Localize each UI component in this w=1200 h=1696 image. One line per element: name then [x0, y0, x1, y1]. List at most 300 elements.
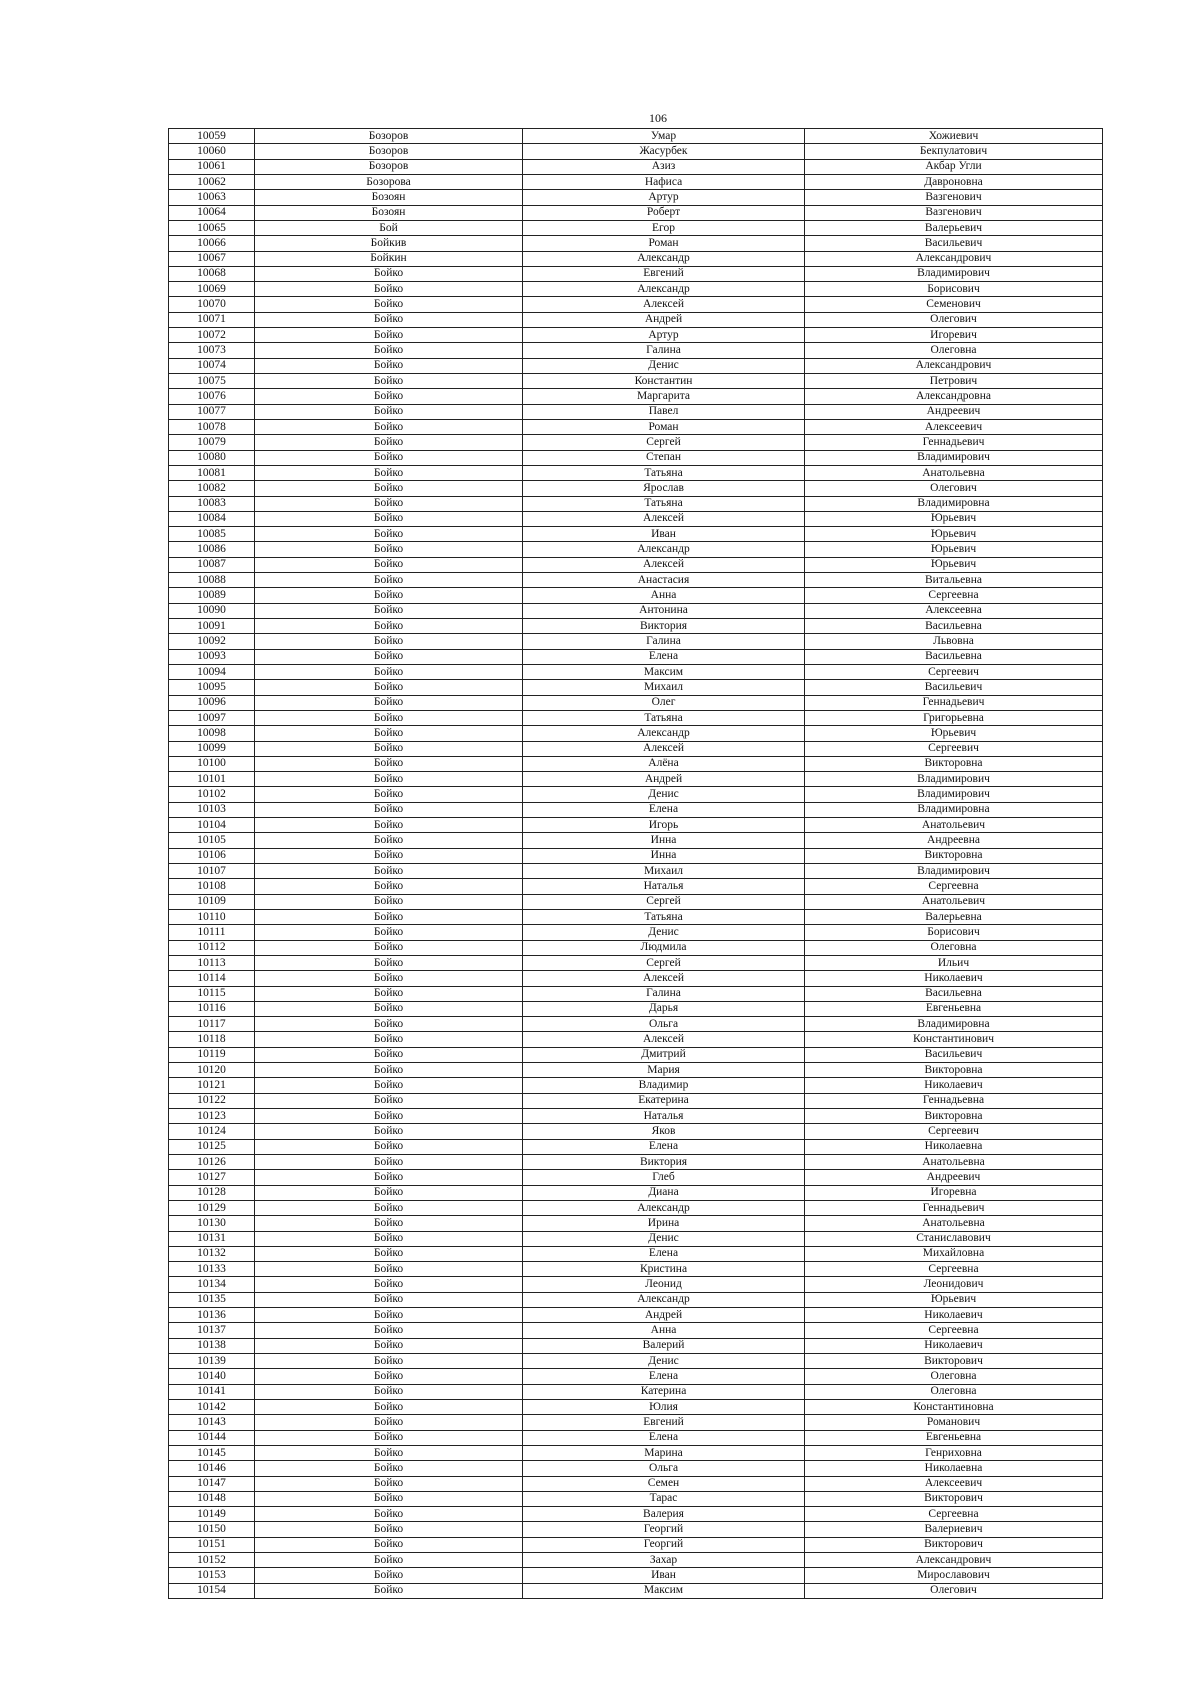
roster-table	[168, 128, 1103, 1599]
patronymic-cell: Игоревна	[805, 1185, 1103, 1200]
patronymic-cell: Юрьевич	[805, 542, 1103, 557]
patronymic-cell: Андреевич	[805, 404, 1103, 419]
first-name-cell: Михаил	[523, 680, 805, 695]
table-row	[169, 465, 1103, 480]
patronymic-cell: Константинович	[805, 1032, 1103, 1047]
last-name-cell: Бойко	[255, 450, 523, 465]
first-name-cell: Татьяна	[523, 496, 805, 511]
first-name-cell: Денис	[523, 787, 805, 802]
table-row	[169, 848, 1103, 863]
table-row	[169, 1415, 1103, 1430]
record-number-cell: 10115	[169, 986, 255, 1001]
last-name-cell: Бойко	[255, 1583, 523, 1598]
table-row	[169, 1461, 1103, 1476]
record-number-cell: 10070	[169, 297, 255, 312]
last-name-cell: Бойко	[255, 1216, 523, 1231]
patronymic-cell: Анатольевна	[805, 465, 1103, 480]
last-name-cell: Бойко	[255, 1323, 523, 1338]
patronymic-cell: Борисович	[805, 925, 1103, 940]
record-number-cell: 10069	[169, 282, 255, 297]
record-number-cell: 10120	[169, 1063, 255, 1078]
record-number-cell: 10144	[169, 1430, 255, 1445]
patronymic-cell: Викторович	[805, 1354, 1103, 1369]
patronymic-cell: Алексеевна	[805, 603, 1103, 618]
patronymic-cell: Викторовна	[805, 1109, 1103, 1124]
last-name-cell: Бойко	[255, 465, 523, 480]
last-name-cell: Бозоров	[255, 129, 523, 144]
last-name-cell: Бойко	[255, 925, 523, 940]
patronymic-cell: Николаевич	[805, 1308, 1103, 1323]
first-name-cell: Юлия	[523, 1399, 805, 1414]
patronymic-cell: Викторович	[805, 1491, 1103, 1506]
patronymic-cell: Валерьевич	[805, 220, 1103, 235]
record-number-cell: 10061	[169, 159, 255, 174]
table-row	[169, 1553, 1103, 1568]
first-name-cell: Александр	[523, 1292, 805, 1307]
patronymic-cell: Бекпулатович	[805, 144, 1103, 159]
table-row	[169, 1537, 1103, 1552]
patronymic-cell: Юрьевич	[805, 1292, 1103, 1307]
last-name-cell: Бойко	[255, 1032, 523, 1047]
record-number-cell: 10110	[169, 909, 255, 924]
table-row	[169, 894, 1103, 909]
last-name-cell: Бойко	[255, 588, 523, 603]
patronymic-cell: Васильевна	[805, 649, 1103, 664]
patronymic-cell: Петрович	[805, 374, 1103, 389]
table-row	[169, 1476, 1103, 1491]
first-name-cell: Георгий	[523, 1522, 805, 1537]
first-name-cell: Егор	[523, 220, 805, 235]
record-number-cell: 10130	[169, 1216, 255, 1231]
first-name-cell: Роберт	[523, 205, 805, 220]
record-number-cell: 10086	[169, 542, 255, 557]
table-row	[169, 649, 1103, 664]
first-name-cell: Елена	[523, 1246, 805, 1261]
table-row	[169, 634, 1103, 649]
record-number-cell: 10097	[169, 710, 255, 725]
last-name-cell: Бойко	[255, 894, 523, 909]
last-name-cell: Бойко	[255, 1445, 523, 1460]
last-name-cell: Бойко	[255, 527, 523, 542]
first-name-cell: Алексей	[523, 1032, 805, 1047]
record-number-cell: 10134	[169, 1277, 255, 1292]
record-number-cell: 10133	[169, 1262, 255, 1277]
patronymic-cell: Васильевич	[805, 236, 1103, 251]
record-number-cell: 10081	[169, 465, 255, 480]
first-name-cell: Анна	[523, 588, 805, 603]
record-number-cell: 10107	[169, 864, 255, 879]
last-name-cell: Бойко	[255, 312, 523, 327]
first-name-cell: Артур	[523, 328, 805, 343]
first-name-cell: Елена	[523, 802, 805, 817]
last-name-cell: Бойкив	[255, 236, 523, 251]
last-name-cell: Бойко	[255, 282, 523, 297]
last-name-cell: Бойко	[255, 909, 523, 924]
record-number-cell: 10140	[169, 1369, 255, 1384]
table-row	[169, 1170, 1103, 1185]
last-name-cell: Бойко	[255, 603, 523, 618]
last-name-cell: Бойко	[255, 1553, 523, 1568]
first-name-cell: Артур	[523, 190, 805, 205]
patronymic-cell: Васильевич	[805, 680, 1103, 695]
last-name-cell: Бойко	[255, 1170, 523, 1185]
last-name-cell: Бойко	[255, 1537, 523, 1552]
first-name-cell: Татьяна	[523, 909, 805, 924]
last-name-cell: Бойко	[255, 619, 523, 634]
first-name-cell: Галина	[523, 343, 805, 358]
last-name-cell: Бойко	[255, 496, 523, 511]
last-name-cell: Бозорова	[255, 174, 523, 189]
table-row	[169, 1308, 1103, 1323]
patronymic-cell: Михайловна	[805, 1246, 1103, 1261]
record-number-cell: 10071	[169, 312, 255, 327]
first-name-cell: Глеб	[523, 1170, 805, 1185]
record-number-cell: 10063	[169, 190, 255, 205]
first-name-cell: Игорь	[523, 818, 805, 833]
first-name-cell: Екатерина	[523, 1093, 805, 1108]
patronymic-cell: Николаевич	[805, 971, 1103, 986]
table-row	[169, 726, 1103, 741]
last-name-cell: Бойко	[255, 986, 523, 1001]
last-name-cell: Бойко	[255, 573, 523, 588]
first-name-cell: Иван	[523, 527, 805, 542]
first-name-cell: Валерий	[523, 1338, 805, 1353]
record-number-cell: 10109	[169, 894, 255, 909]
first-name-cell: Ольга	[523, 1017, 805, 1032]
table-row	[169, 940, 1103, 955]
first-name-cell: Наталья	[523, 1109, 805, 1124]
patronymic-cell: Семенович	[805, 297, 1103, 312]
patronymic-cell: Витальевна	[805, 573, 1103, 588]
first-name-cell: Галина	[523, 634, 805, 649]
record-number-cell: 10087	[169, 557, 255, 572]
table-row	[169, 1185, 1103, 1200]
last-name-cell: Бойко	[255, 1384, 523, 1399]
table-row	[169, 419, 1103, 434]
table-row	[169, 1063, 1103, 1078]
table-row	[169, 664, 1103, 679]
first-name-cell: Алексей	[523, 557, 805, 572]
patronymic-cell: Геннадьевич	[805, 1200, 1103, 1215]
patronymic-cell: Васильевич	[805, 1047, 1103, 1062]
table-row	[169, 1001, 1103, 1016]
record-number-cell: 10149	[169, 1507, 255, 1522]
first-name-cell: Людмила	[523, 940, 805, 955]
last-name-cell: Бойко	[255, 404, 523, 419]
first-name-cell: Валерия	[523, 1507, 805, 1522]
table-row	[169, 1200, 1103, 1215]
table-row	[169, 1323, 1103, 1338]
table-row	[169, 1384, 1103, 1399]
last-name-cell: Бойко	[255, 1001, 523, 1016]
record-number-cell: 10150	[169, 1522, 255, 1537]
table-row	[169, 1109, 1103, 1124]
table-row	[169, 741, 1103, 756]
patronymic-cell: Ильич	[805, 955, 1103, 970]
record-number-cell: 10116	[169, 1001, 255, 1016]
last-name-cell: Бойко	[255, 542, 523, 557]
first-name-cell: Кристина	[523, 1262, 805, 1277]
first-name-cell: Евгений	[523, 266, 805, 281]
last-name-cell: Бойко	[255, 741, 523, 756]
record-number-cell: 10106	[169, 848, 255, 863]
record-number-cell: 10108	[169, 879, 255, 894]
record-number-cell: 10129	[169, 1200, 255, 1215]
record-number-cell: 10154	[169, 1583, 255, 1598]
first-name-cell: Александр	[523, 542, 805, 557]
patronymic-cell: Викторовна	[805, 1063, 1103, 1078]
first-name-cell: Дарья	[523, 1001, 805, 1016]
table-row	[169, 236, 1103, 251]
first-name-cell: Маргарита	[523, 389, 805, 404]
record-number-cell: 10119	[169, 1047, 255, 1062]
last-name-cell: Бойко	[255, 664, 523, 679]
table-row	[169, 756, 1103, 771]
last-name-cell: Бойко	[255, 1262, 523, 1277]
table-row	[169, 358, 1103, 373]
first-name-cell: Диана	[523, 1185, 805, 1200]
first-name-cell: Нафиса	[523, 174, 805, 189]
last-name-cell: Бойко	[255, 297, 523, 312]
patronymic-cell: Юрьевич	[805, 511, 1103, 526]
patronymic-cell: Олегович	[805, 1583, 1103, 1598]
table-row	[169, 312, 1103, 327]
last-name-cell: Бойко	[255, 1063, 523, 1078]
patronymic-cell: Олеговна	[805, 1369, 1103, 1384]
table-row	[169, 1338, 1103, 1353]
table-row	[169, 1369, 1103, 1384]
patronymic-cell: Геннадьевич	[805, 695, 1103, 710]
patronymic-cell: Сергеевна	[805, 879, 1103, 894]
record-number-cell: 10068	[169, 266, 255, 281]
last-name-cell: Бойко	[255, 1308, 523, 1323]
table-row	[169, 404, 1103, 419]
patronymic-cell: Николаевич	[805, 1078, 1103, 1093]
first-name-cell: Степан	[523, 450, 805, 465]
last-name-cell: Бойко	[255, 1338, 523, 1353]
patronymic-cell: Хожиевич	[805, 129, 1103, 144]
table-row	[169, 573, 1103, 588]
last-name-cell: Бойко	[255, 1093, 523, 1108]
record-number-cell: 10088	[169, 573, 255, 588]
table-row	[169, 297, 1103, 312]
record-number-cell: 10064	[169, 205, 255, 220]
first-name-cell: Денис	[523, 1231, 805, 1246]
patronymic-cell: Николаевна	[805, 1139, 1103, 1154]
record-number-cell: 10153	[169, 1568, 255, 1583]
record-number-cell: 10147	[169, 1476, 255, 1491]
table-row	[169, 986, 1103, 1001]
table-row	[169, 481, 1103, 496]
patronymic-cell: Константиновна	[805, 1399, 1103, 1414]
table-row	[169, 1032, 1103, 1047]
last-name-cell: Бойко	[255, 710, 523, 725]
table-row	[169, 955, 1103, 970]
last-name-cell: Бойко	[255, 511, 523, 526]
first-name-cell: Константин	[523, 374, 805, 389]
table-row	[169, 1017, 1103, 1032]
last-name-cell: Бойко	[255, 756, 523, 771]
first-name-cell: Денис	[523, 1354, 805, 1369]
patronymic-cell: Анатольевна	[805, 1154, 1103, 1169]
last-name-cell: Бойко	[255, 1200, 523, 1215]
table-row	[169, 833, 1103, 848]
record-number-cell: 10138	[169, 1338, 255, 1353]
record-number-cell: 10060	[169, 144, 255, 159]
patronymic-cell: Анатольевич	[805, 894, 1103, 909]
patronymic-cell: Леонидович	[805, 1277, 1103, 1292]
table-row	[169, 159, 1103, 174]
table-row	[169, 266, 1103, 281]
record-number-cell: 10083	[169, 496, 255, 511]
last-name-cell: Бойко	[255, 481, 523, 496]
patronymic-cell: Викторовна	[805, 848, 1103, 863]
record-number-cell: 10125	[169, 1139, 255, 1154]
last-name-cell: Бойко	[255, 1369, 523, 1384]
last-name-cell: Бойко	[255, 1109, 523, 1124]
record-number-cell: 10122	[169, 1093, 255, 1108]
first-name-cell: Елена	[523, 1369, 805, 1384]
first-name-cell: Алёна	[523, 756, 805, 771]
first-name-cell: Жасурбек	[523, 144, 805, 159]
table-row	[169, 818, 1103, 833]
record-number-cell: 10065	[169, 220, 255, 235]
first-name-cell: Марина	[523, 1445, 805, 1460]
first-name-cell: Денис	[523, 925, 805, 940]
patronymic-cell: Владимирович	[805, 864, 1103, 879]
patronymic-cell: Анатольевна	[805, 1216, 1103, 1231]
first-name-cell: Азиз	[523, 159, 805, 174]
last-name-cell: Бойко	[255, 1415, 523, 1430]
last-name-cell: Бойко	[255, 358, 523, 373]
table-row	[169, 220, 1103, 235]
record-number-cell: 10090	[169, 603, 255, 618]
record-number-cell: 10080	[169, 450, 255, 465]
patronymic-cell: Николаевна	[805, 1461, 1103, 1476]
first-name-cell: Владимир	[523, 1078, 805, 1093]
last-name-cell: Бойко	[255, 634, 523, 649]
table-row	[169, 1047, 1103, 1062]
record-number-cell: 10111	[169, 925, 255, 940]
table-row	[169, 695, 1103, 710]
last-name-cell: Бойко	[255, 266, 523, 281]
patronymic-cell: Алексеевич	[805, 1476, 1103, 1491]
table-row	[169, 1124, 1103, 1139]
record-number-cell: 10077	[169, 404, 255, 419]
patronymic-cell: Романович	[805, 1415, 1103, 1430]
first-name-cell: Леонид	[523, 1277, 805, 1292]
first-name-cell: Анастасия	[523, 573, 805, 588]
table-row	[169, 879, 1103, 894]
patronymic-cell: Акбар Угли	[805, 159, 1103, 174]
last-name-cell: Бойко	[255, 1491, 523, 1506]
record-number-cell: 10113	[169, 955, 255, 970]
table-row	[169, 1154, 1103, 1169]
record-number-cell: 10142	[169, 1399, 255, 1414]
record-number-cell: 10059	[169, 129, 255, 144]
table-row	[169, 343, 1103, 358]
record-number-cell: 10145	[169, 1445, 255, 1460]
record-number-cell: 10151	[169, 1537, 255, 1552]
table-row	[169, 772, 1103, 787]
last-name-cell: Бойко	[255, 787, 523, 802]
record-number-cell: 10126	[169, 1154, 255, 1169]
first-name-cell: Елена	[523, 649, 805, 664]
last-name-cell: Бойко	[255, 864, 523, 879]
patronymic-cell: Григорьевна	[805, 710, 1103, 725]
last-name-cell: Бойкин	[255, 251, 523, 266]
record-number-cell: 10128	[169, 1185, 255, 1200]
record-number-cell: 10143	[169, 1415, 255, 1430]
table-row	[169, 603, 1103, 618]
record-number-cell: 10098	[169, 726, 255, 741]
last-name-cell: Бозоров	[255, 144, 523, 159]
patronymic-cell: Валерьевна	[805, 909, 1103, 924]
first-name-cell: Роман	[523, 419, 805, 434]
patronymic-cell: Сергеевна	[805, 1507, 1103, 1522]
first-name-cell: Сергей	[523, 435, 805, 450]
record-number-cell: 10148	[169, 1491, 255, 1506]
table-row	[169, 909, 1103, 924]
patronymic-cell: Олеговна	[805, 940, 1103, 955]
last-name-cell: Бойко	[255, 389, 523, 404]
first-name-cell: Александр	[523, 282, 805, 297]
first-name-cell: Алексей	[523, 971, 805, 986]
record-number-cell: 10105	[169, 833, 255, 848]
patronymic-cell: Владимировна	[805, 1017, 1103, 1032]
table-row	[169, 1430, 1103, 1445]
last-name-cell: Бойко	[255, 419, 523, 434]
patronymic-cell: Геннадьевна	[805, 1093, 1103, 1108]
last-name-cell: Бойко	[255, 1139, 523, 1154]
last-name-cell: Бойко	[255, 1568, 523, 1583]
table-row	[169, 511, 1103, 526]
patronymic-cell: Олеговна	[805, 343, 1103, 358]
patronymic-cell: Вазгенович	[805, 205, 1103, 220]
first-name-cell: Ярослав	[523, 481, 805, 496]
table-row	[169, 1078, 1103, 1093]
record-number-cell: 10073	[169, 343, 255, 358]
last-name-cell: Бойко	[255, 802, 523, 817]
record-number-cell: 10136	[169, 1308, 255, 1323]
patronymic-cell: Андреевна	[805, 833, 1103, 848]
patronymic-cell: Евгеньевна	[805, 1430, 1103, 1445]
patronymic-cell: Васильевна	[805, 619, 1103, 634]
first-name-cell: Денис	[523, 358, 805, 373]
table-row	[169, 802, 1103, 817]
table-row	[169, 557, 1103, 572]
last-name-cell: Бойко	[255, 940, 523, 955]
patronymic-cell: Анатольевич	[805, 818, 1103, 833]
table-row	[169, 680, 1103, 695]
last-name-cell: Бойко	[255, 1246, 523, 1261]
record-number-cell: 10124	[169, 1124, 255, 1139]
table-row	[169, 1354, 1103, 1369]
table-row	[169, 389, 1103, 404]
first-name-cell: Алексей	[523, 297, 805, 312]
table-row	[169, 450, 1103, 465]
patronymic-cell: Борисович	[805, 282, 1103, 297]
table-row	[169, 1445, 1103, 1460]
first-name-cell: Павел	[523, 404, 805, 419]
last-name-cell: Бойко	[255, 848, 523, 863]
first-name-cell: Галина	[523, 986, 805, 1001]
last-name-cell: Бойко	[255, 726, 523, 741]
record-number-cell: 10074	[169, 358, 255, 373]
table-row	[169, 1583, 1103, 1598]
record-number-cell: 10094	[169, 664, 255, 679]
record-number-cell: 10132	[169, 1246, 255, 1261]
